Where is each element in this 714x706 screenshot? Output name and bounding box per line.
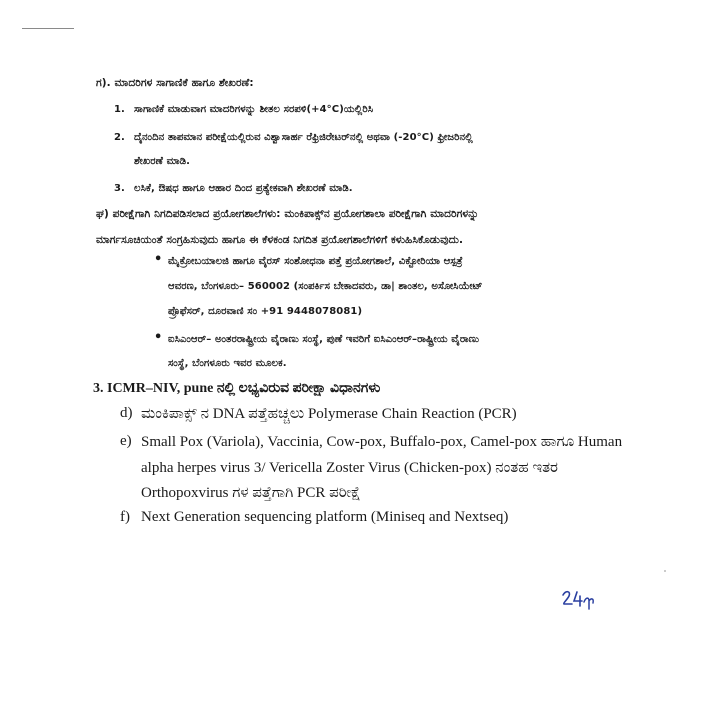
item-marker: 2. [114,132,125,143]
speck [664,570,666,572]
test-d-text: ಮಂಕಿಪಾಕ್ಸ್ ನ DNA ಪತ್ತೆಹಚ್ಚಲು Polymerase Chain Reaction (PCR) [141,406,517,422]
handwritten-page-mark [560,588,600,616]
bullet-icon: • [154,252,163,267]
section-gh-line2: ಮಾರ್ಗಸೂಚಿಯಂತೆ ಸಂಗ್ರಹಿಸುವುದು ಹಾಗೂ ಈ ಕೆಳಕಂಡ ನಿಗದಿತ ಪ್ರಯೋಗಶಾಲೆಗಳಿಗೆ ಕಳುಹಿಸಿಕೊಡುವುದು. [96,234,464,246]
lab-1-line3: ಪ್ರೊಫೆಸರ್, ದೂರವಾಣಿ ಸಂ +91 9448078081) [168,306,363,317]
lab-2-line2: ಸಂಸ್ಥೆ, ಬೆಂಗಳೂರು ಇವರ ಮೂಲಕ. [168,358,287,369]
bullet-icon: • [154,330,163,345]
section-g-heading: ಗ). ಮಾದರಿಗಳ ಸಾಗಾಣಿಕೆ ಹಾಗೂ ಶೇಖರಣೆ: [96,77,254,89]
lab-2-line1: ಐಸಿಎಂಆರ್– ಅಂತರರಾಷ್ಟ್ರೀಯ ವೈರಾಣು ಸಂಸ್ಥೆ, ಪುಣೆ ಇವರಿಗೆ ಐಸಿಎಂಆರ್–ರಾಷ್ಟ್ರೀಯ ವೈರಾಣು [168,334,480,345]
test-e-line1: Small Pox (Variola), Vaccinia, Cow-pox, Buffalo-pox, Camel-pox ಹಾಗೂ Human [141,434,623,450]
top-rule [22,28,74,29]
item-text: ದೈನಂದಿನ ತಾಪಮಾನ ಪರೀಕ್ಷೆಯಲ್ಲಿರುವ ವಿಶ್ವಾಸಾರ್ಹ ರೆಫ್ರಿಜಿರೇಟರ್‌ನಲ್ಲಿ ಅಥವಾ (-20°C) ಫ್ರೀಜರಿನಲ್ಲಿ [134,132,473,143]
item-marker: d) [120,405,133,421]
item-marker: e) [120,433,132,449]
section-3-heading: 3. ICMR–NIV, pune ನಲ್ಲಿ ಲಭ್ಯವಿರುವ ಪರೀಕ್ಷಾ ವಿಧಾನಗಳು [93,381,381,396]
item-marker: 3. [114,183,125,194]
item-text: ಲಸಿಕೆ, ಔಷಧ ಹಾಗೂ ಆಹಾರ ದಿಂದ ಪ್ರತ್ಯೇಕವಾಗಿ ಶೇಖರಣೆ ಮಾಡಿ. [134,183,353,194]
section-gh-line1: ಘ) ಪರೀಕ್ಷೆಗಾಗಿ ನಿಗದಿಪಡಿಸಲಾದ ಪ್ರಯೋಗಶಾಲೆಗಳು: ಮಂಕಿಪಾಕ್ಸ್‌ನ ಪ್ರಯೋಗಶಾಲಾ ಪರೀಕ್ಷೆಗಾಗಿ ಮಾದರಿಗಳನ್ನು [96,208,479,220]
lab-1-line2: ಆವರಣ, ಬೆಂಗಳೂರು– 560002 (ಸಂಪರ್ಕಿಸ ಬೇಕಾದವರು, ಡಾ| ಶಾಂತಲ, ಅಸೋಸಿಯೇಟ್ [168,281,483,292]
lab-1-line1: ಮೈಕ್ರೋಬಯಾಲಜಿ ಹಾಗೂ ವೈರಸ್ ಸಂಶೋಧನಾ ಪತ್ತೆ ಪ್ರಯೋಗಶಾಲೆ, ವಿಕ್ಟೋರಿಯಾ ಆಸ್ಪತ್ರೆ [168,256,463,267]
item-text: ಸಾಗಾಣಿಕೆ ಮಾಡುವಾಗ ಮಾದರಿಗಳನ್ನು ಶೀತಲ ಸರಪಳಿ(+4°C)ಯಲ್ಲಿರಿಸಿ [134,104,374,115]
item-marker: 1. [114,104,125,115]
test-f-text: Next Generation sequencing platform (Miniseq and Nextseq) [141,509,509,525]
test-e-line3: Orthopoxvirus ಗಳ ಪತ್ತೆಗಾಗಿ PCR ಪರೀಕ್ಷೆ [141,485,361,501]
test-e-line2: alpha herpes virus 3/ Vericella Zoster Virus (Chicken-pox) ನಂತಹ ಇತರ [141,460,558,476]
item-marker: f) [120,509,130,525]
item-text-cont: ಶೇಖರಣೆ ಮಾಡಿ. [134,156,191,167]
